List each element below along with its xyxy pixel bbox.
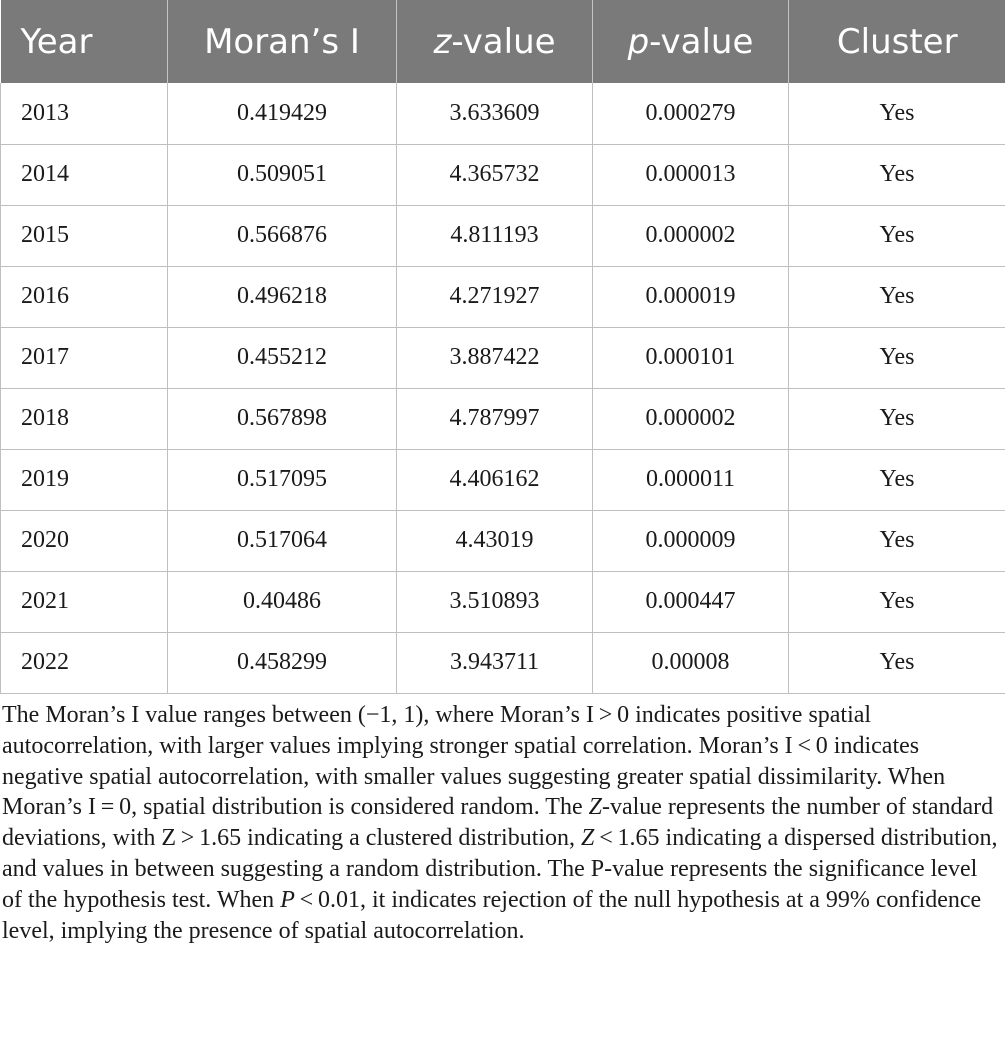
cell-p-value: 0.000279 — [593, 83, 789, 144]
cell-p-value: 0.000002 — [593, 388, 789, 449]
table-row — [1, 388, 1005, 449]
cell-cluster: Yes — [789, 205, 1005, 266]
header-row — [1, 0, 1005, 83]
cell-z-value: 4.406162 — [397, 449, 593, 510]
table-row — [1, 205, 1005, 266]
header-year: Year — [20, 21, 93, 62]
cell-moran: 0.566876 — [168, 205, 397, 266]
cell-cluster: Yes — [789, 449, 1005, 510]
cell-z-value: 3.633609 — [397, 83, 593, 144]
cell-z-value: 4.365732 — [397, 144, 593, 205]
cell-moran: 0.458299 — [168, 632, 397, 693]
cell-p-value: 0.000013 — [593, 144, 789, 205]
cell-year: 2013 — [1, 83, 168, 144]
cell-z-value: 4.271927 — [397, 266, 593, 327]
cell-year: 2015 — [1, 205, 168, 266]
table-row — [1, 327, 1005, 388]
cell-year: 2020 — [1, 510, 168, 571]
cell-z-value: 3.510893 — [397, 571, 593, 632]
footnote-p-italic: P — [280, 886, 295, 913]
cell-p-value: 0.000447 — [593, 571, 789, 632]
cell-cluster: Yes — [789, 144, 1005, 205]
header-z-value — [397, 0, 593, 83]
cell-moran: 0.455212 — [168, 327, 397, 388]
cell-z-value: 4.787997 — [397, 388, 593, 449]
cell-p-value: 0.00008 — [593, 632, 789, 693]
cell-cluster: Yes — [789, 83, 1005, 144]
cell-p-value: 0.000101 — [593, 327, 789, 388]
cell-cluster: Yes — [789, 327, 1005, 388]
footnote-z-italic-2: Z — [581, 825, 595, 852]
header-z-suffix: -value — [451, 21, 556, 62]
cell-moran: 0.419429 — [168, 83, 397, 144]
cell-cluster: Yes — [789, 510, 1005, 571]
header-moran: Moran’s I — [168, 0, 397, 83]
cell-cluster: Yes — [789, 632, 1005, 693]
cell-p-value: 0.000011 — [593, 449, 789, 510]
table-row — [1, 632, 1005, 693]
cell-year: 2019 — [1, 449, 168, 510]
cell-p-value: 0.000009 — [593, 510, 789, 571]
cell-moran: 0.40486 — [168, 571, 397, 632]
header-cluster: Cluster — [789, 0, 1005, 83]
footnote-text-3: < 1.65 indicating a dispersed distribution, and values in between suggesting a random distribution. The P-value represents the significance level of the hypothesis test. When — [2, 825, 998, 913]
cell-p-value: 0.000002 — [593, 205, 789, 266]
cell-z-value: 3.943711 — [397, 632, 593, 693]
cell-year: 2022 — [1, 632, 168, 693]
header-p-suffix: -value — [649, 21, 754, 62]
table-row — [1, 83, 1005, 144]
header-p-italic: p — [627, 21, 650, 62]
table-footnote — [2, 700, 1002, 946]
cell-cluster: Yes — [789, 266, 1005, 327]
footnote-text-2: -value represents the number of standard deviations, with Z > 1.65 indicating a clustered distribution, — [2, 794, 994, 852]
cell-moran: 0.567898 — [168, 388, 397, 449]
cell-year: 2018 — [1, 388, 168, 449]
footnote-text-1: The Moran’s I value ranges between (−1, 1), where Moran’s I > 0 indicates positive spatial autocorrelation, with larger values implying stronger spatial correlation. Moran’s I < 0 indicates negative spatial autocorrelation, with smaller values suggesting greater spatial dissimilarity. When Moran’s I = 0, spatial distribution is considered random. The — [2, 702, 946, 821]
table-row — [1, 510, 1005, 571]
cell-z-value: 4.43019 — [397, 510, 593, 571]
cell-year: 2017 — [1, 327, 168, 388]
footnote-text-4: < 0.01, it indicates rejection of the null hypothesis at a 99% confidence level, implying the presence of spatial autocorrelation. — [2, 886, 982, 944]
cell-year: 2016 — [1, 266, 168, 327]
table-row — [1, 266, 1005, 327]
cell-year: 2014 — [1, 144, 168, 205]
table-body — [1, 83, 1005, 693]
footnote-z-italic-1: Z — [588, 794, 602, 821]
cell-z-value: 4.811193 — [397, 205, 593, 266]
cell-moran: 0.517064 — [168, 510, 397, 571]
cell-cluster: Yes — [789, 388, 1005, 449]
cell-z-value: 3.887422 — [397, 327, 593, 388]
header-p-value — [593, 0, 789, 83]
table-row — [1, 449, 1005, 510]
table-row — [1, 144, 1005, 205]
cell-p-value: 0.000019 — [593, 266, 789, 327]
cell-moran: 0.509051 — [168, 144, 397, 205]
cell-moran: 0.517095 — [168, 449, 397, 510]
cell-year: 2021 — [1, 571, 168, 632]
table-header — [1, 0, 1005, 83]
cell-cluster: Yes — [789, 571, 1005, 632]
table-row — [1, 571, 1005, 632]
cell-moran: 0.496218 — [168, 266, 397, 327]
header-z-italic: z — [433, 21, 452, 62]
